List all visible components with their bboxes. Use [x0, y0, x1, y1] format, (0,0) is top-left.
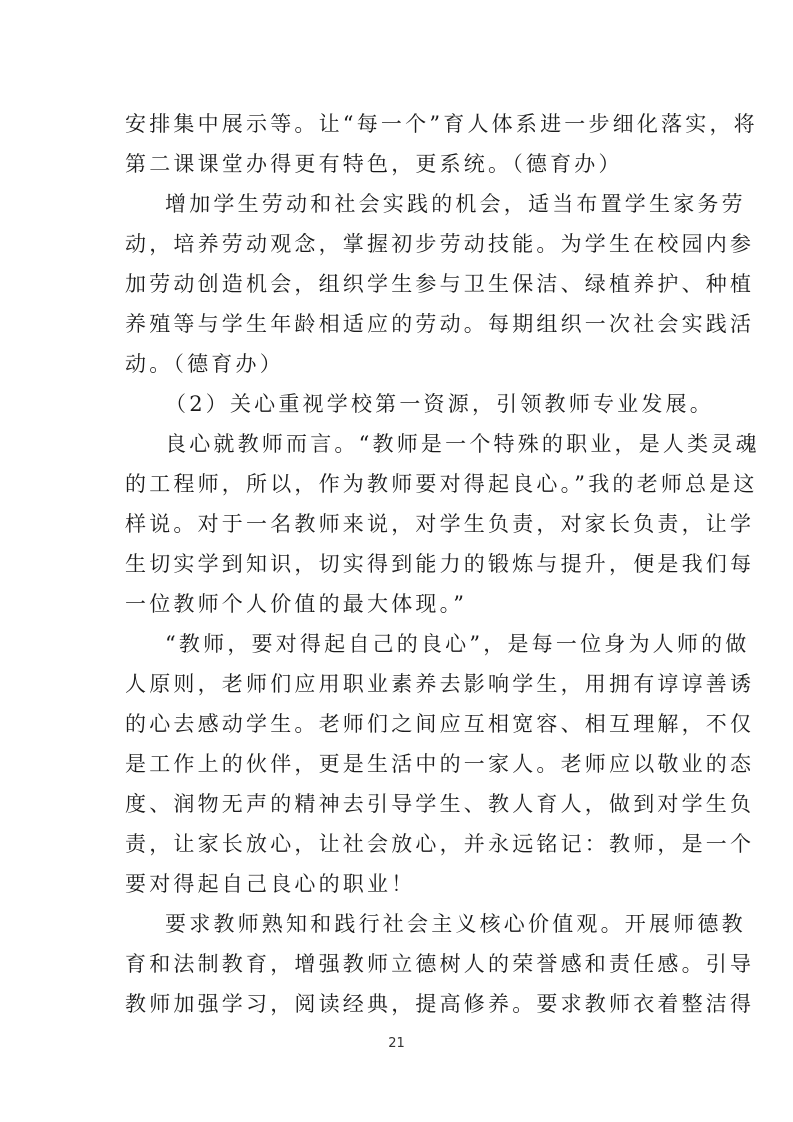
- paragraph-5-line-1: “教师，要对得起自己的良心”，是每一位身为人师的做: [165, 632, 750, 656]
- paragraph-2-line-2: 动，培养劳动观念，掌握初步劳动技能。为学生在校园内参: [125, 232, 755, 256]
- paragraph-4-line-1: 良心就教师而言。“教师是一个特殊的职业，是人类灵魂: [165, 432, 760, 456]
- paragraph-6-line-2: 育和法制教育，增强教师立德树人的荣誉感和责任感。引导: [125, 952, 755, 976]
- paragraph-2-line-4: 养殖等与学生年龄相适应的劳动。每期组织一次社会实践活: [125, 312, 755, 336]
- paragraph-2-line-5: 动。（德育办）: [125, 352, 284, 376]
- paragraph-1-line-2: 第二课课堂办得更有特色，更系统。（德育办）: [125, 152, 623, 176]
- paragraph-4-line-5: 一位教师个人价值的最大体现。”: [125, 592, 468, 616]
- paragraph-5-line-4: 是工作上的伙伴，更是生活中的一家人。老师应以敬业的态: [125, 752, 755, 776]
- paragraph-5-line-5: 度、润物无声的精神去引导学生、教人育人，做到对学生负: [125, 792, 755, 816]
- paragraph-2-line-3: 加劳动创造机会，组织学生参与卫生保洁、绿植养护、种植: [125, 272, 755, 296]
- paragraph-2-line-1: 增加学生劳动和社会实践的机会，适当布置学生家务劳: [165, 192, 746, 216]
- paragraph-4-line-4: 生切实学到知识，切实得到能力的锻炼与提升，便是我们每: [125, 552, 755, 576]
- paragraph-5-line-7: 要对得起自己良心的职业！: [125, 872, 416, 896]
- paragraph-5-line-2: 人原则，老师们应用职业素养去影响学生，用拥有谆谆善诱: [125, 672, 755, 696]
- page-number: 21: [388, 1036, 405, 1051]
- paragraph-6-line-1: 要求教师熟知和践行社会主义核心价值观。开展师德教: [165, 912, 746, 936]
- paragraph-5-line-6: 责，让家长放心，让社会放心，并永远铭记：教师，是一个: [125, 832, 755, 856]
- paragraph-4-line-2: 的工程师，所以，作为教师要对得起良心。”我的老师总是这: [125, 472, 758, 496]
- section-heading: （2）关心重视学校第一资源，引领教师专业发展。: [165, 392, 714, 416]
- paragraph-6-line-3: 教师加强学习，阅读经典，提高修养。要求教师衣着整洁得: [125, 992, 755, 1016]
- paragraph-1-line-1: 安排集中展示等。让“每一个”育人体系进一步细化落实，将: [125, 112, 758, 136]
- paragraph-5-line-3: 的心去感动学生。老师们之间应互相宽容、相互理解，不仅: [125, 712, 755, 736]
- paragraph-4-line-3: 样说。对于一名教师来说，对学生负责，对家长负责，让学: [125, 512, 755, 536]
